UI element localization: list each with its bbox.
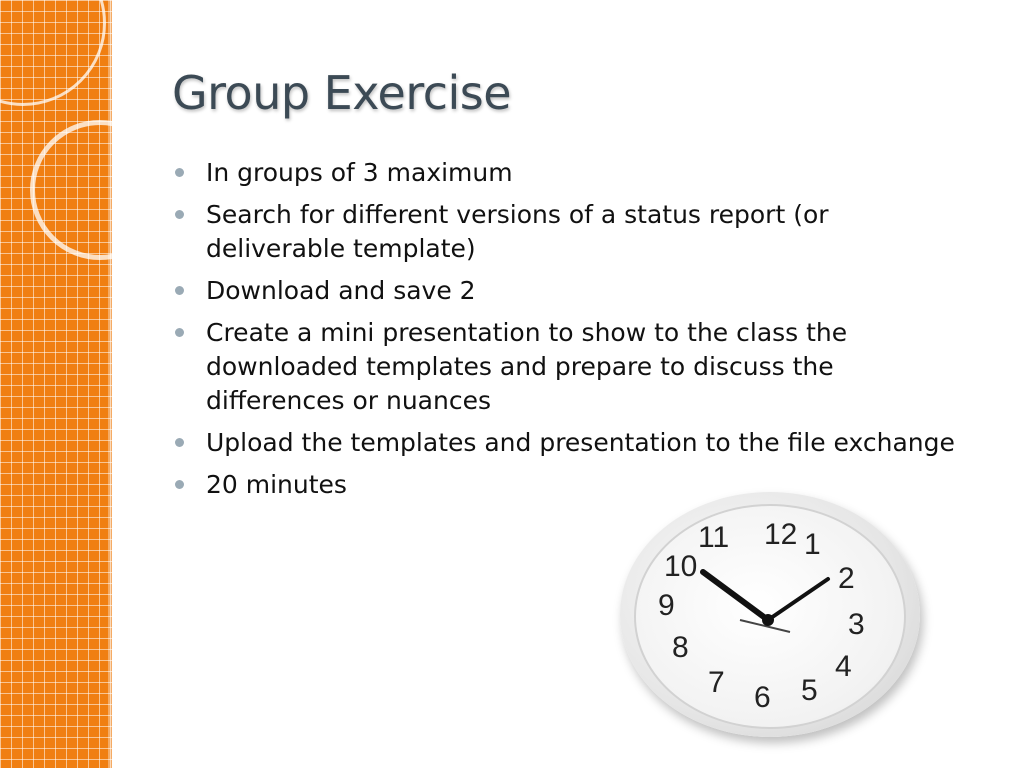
bullet-dot-icon — [175, 438, 184, 447]
clock-number-7: 7 — [708, 666, 725, 699]
bullet-dot-icon — [175, 480, 184, 489]
decorative-ring — [0, 0, 106, 106]
orange-grid-band — [0, 0, 112, 768]
clock-number-9: 9 — [658, 589, 675, 622]
clock-dial — [620, 492, 920, 737]
decorative-ring — [30, 120, 112, 260]
clock-center-pin — [762, 614, 774, 626]
bullet-text: Search for different versions of a status report (or deliverable template) — [206, 200, 829, 263]
wall-clock-image — [620, 492, 920, 737]
clock-number-12: 12 — [764, 518, 798, 551]
bullet-text: Create a mini presentation to show to the class the downloaded templates and prepare to discuss the differences or nuances — [206, 318, 848, 415]
bullet-text: In groups of 3 maximum — [206, 158, 513, 187]
clock-number-2: 2 — [838, 562, 855, 595]
clock-number-4: 4 — [835, 650, 852, 683]
bullet-item — [175, 316, 975, 418]
clock-number-5: 5 — [801, 674, 818, 707]
clock-number-3: 3 — [848, 608, 865, 641]
bullet-item — [175, 274, 975, 308]
clock-number-10: 10 — [664, 550, 698, 583]
bullet-list — [175, 156, 975, 510]
clock-hour-hand — [703, 572, 768, 620]
clock-number-1: 1 — [804, 528, 821, 561]
bullet-dot-icon — [175, 210, 184, 219]
bullet-item — [175, 426, 975, 460]
bullet-text: Upload the templates and presentation to the file exchange — [206, 428, 955, 457]
clock-number-8: 8 — [672, 631, 689, 664]
bullet-text: Download and save 2 — [206, 276, 476, 305]
slide-title: Group Exercise — [172, 66, 512, 120]
bullet-dot-icon — [175, 168, 184, 177]
bullet-dot-icon — [175, 328, 184, 337]
clock-number-11: 11 — [698, 521, 730, 554]
bullet-item — [175, 156, 975, 190]
clock-minute-hand — [768, 579, 828, 620]
bullet-item — [175, 198, 975, 266]
clock-number-6: 6 — [754, 681, 771, 714]
bullet-text: 20 minutes — [206, 470, 347, 499]
bullet-dot-icon — [175, 286, 184, 295]
